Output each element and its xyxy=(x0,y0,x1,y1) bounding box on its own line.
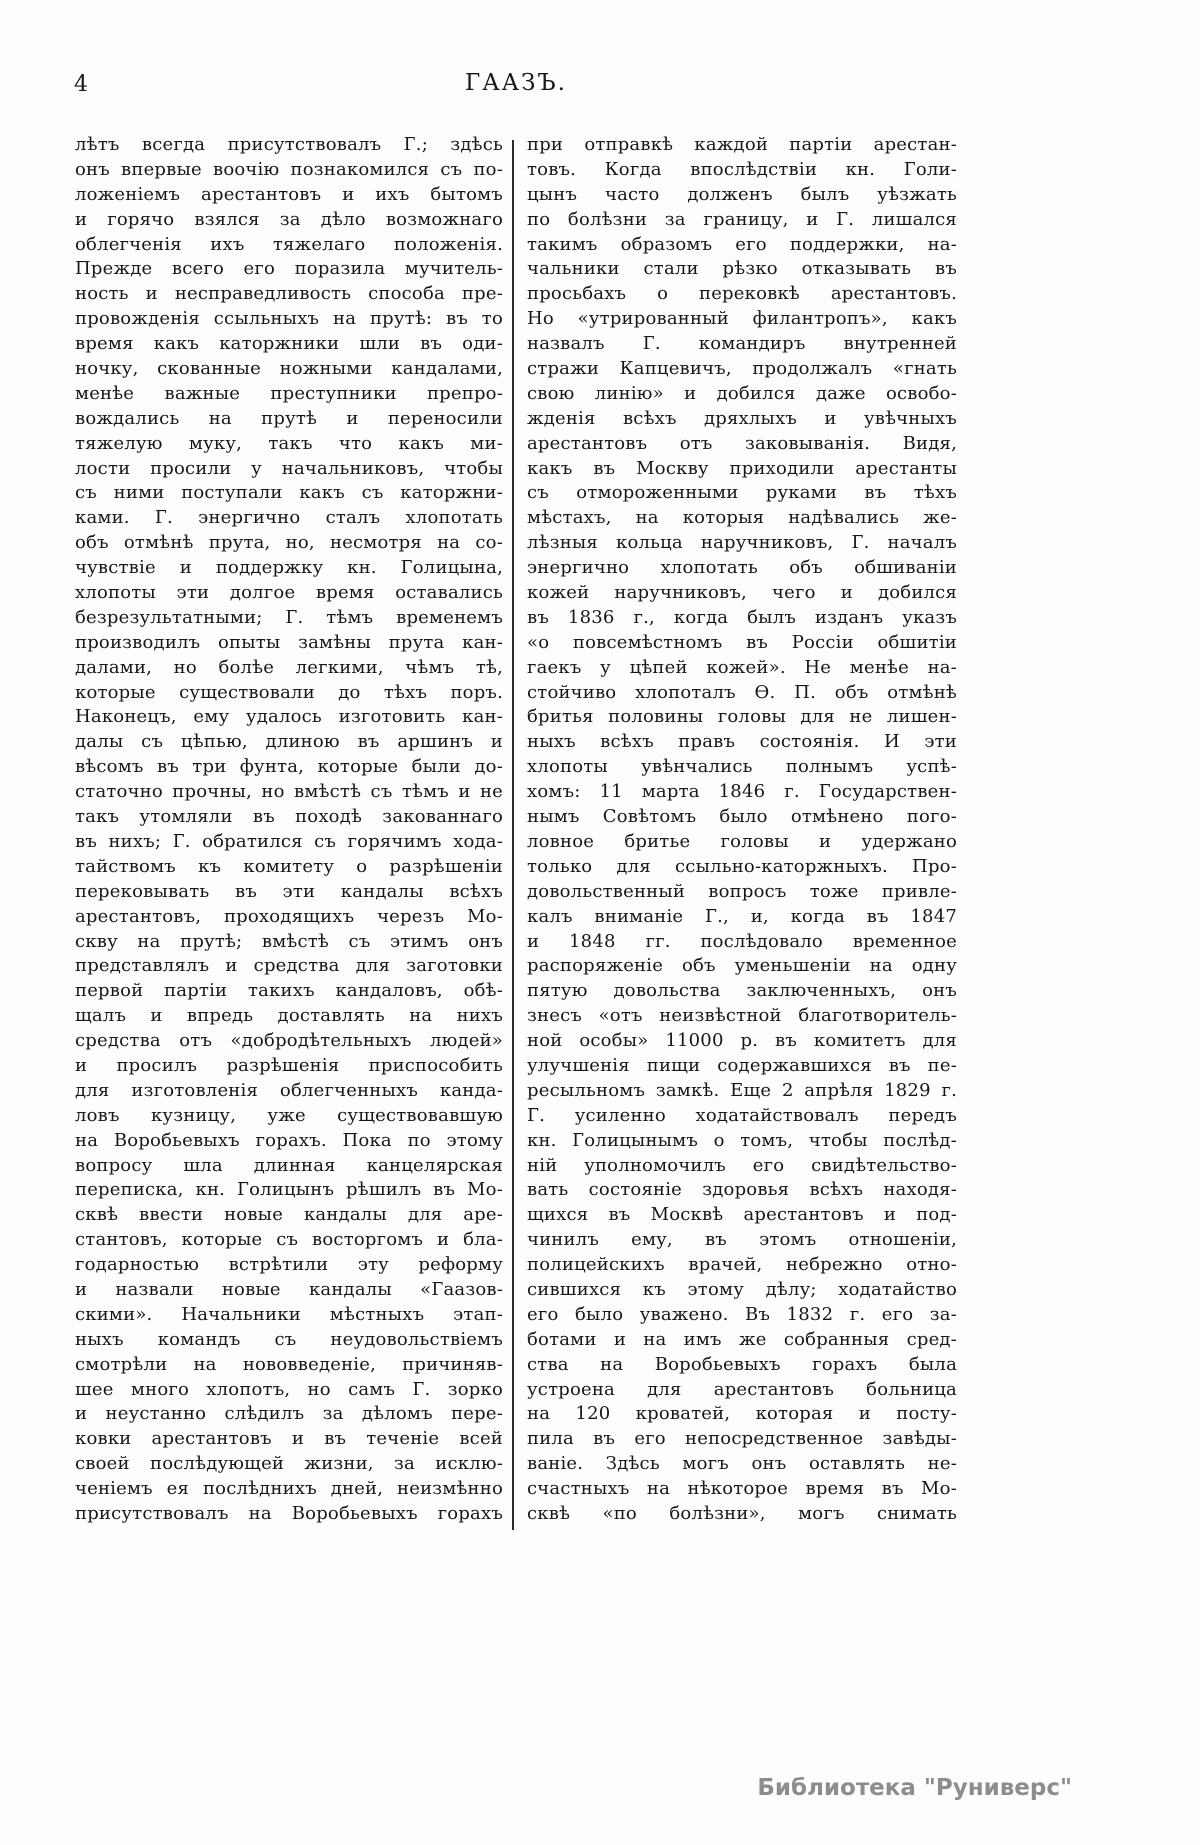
text-line: своей послѣдующей жизни, за исклю- xyxy=(75,1453,503,1475)
text-line: арестантовъ, проходящихъ черезъ Мо- xyxy=(75,905,503,927)
text-line: облегченія ихъ тяжелаго положенія. xyxy=(75,233,503,255)
text-line: мѣстахъ, на которыя надѣвались же- xyxy=(527,507,957,529)
text-line: гаекъ у цѣпей кожей». Не менѣе на- xyxy=(527,656,957,678)
text-line: въ 1836 г., когда былъ изданъ указъ xyxy=(527,606,957,628)
text-line: Прежде всего его поразила мучитель- xyxy=(75,258,503,280)
text-line: ночку, скованные ножными кандалами, xyxy=(75,358,503,380)
text-line: для изготовленія облегченныхъ канда- xyxy=(75,1079,503,1101)
text-line: жденія всѣхъ дряхлыхъ и увѣчныхъ xyxy=(527,407,957,429)
text-line: арестантовъ отъ заковыванія. Видя, xyxy=(527,432,957,454)
text-line: ресыльномъ замкѣ. Еще 2 апрѣля 1829 г. xyxy=(527,1079,957,1101)
text-line: лости просили у начальниковъ, чтобы xyxy=(75,457,503,479)
text-line: ловное бритье головы и удержано xyxy=(527,830,957,852)
text-line: счастныхъ на нѣкоторое время въ Мо- xyxy=(527,1478,957,1500)
text-line: просьбахъ о перековкѣ арестантовъ. xyxy=(527,283,957,305)
text-line: лѣзныя кольца наручниковъ, Г. началъ xyxy=(527,532,957,554)
text-line: лѣтъ всегда присутствовалъ Г.; здѣсь xyxy=(75,134,503,155)
text-line: ченіемъ ея послѣднихъ дней, неизмѣнно xyxy=(75,1478,503,1500)
text-line: ность и несправедливость способа пре- xyxy=(75,283,503,305)
text-line: ваніе. Здѣсь могъ онъ оставлять не- xyxy=(527,1453,957,1475)
text-line: чинилъ ему, въ этомъ отношеніи, xyxy=(527,1229,957,1251)
text-line: чальники стали рѣзко отказывать въ xyxy=(527,258,957,280)
text-line: кожей наручниковъ, чего и добился xyxy=(527,582,957,604)
text-line: улучшенія пищи содержавшихся въ пе- xyxy=(527,1054,957,1076)
text-line: ботами и на имъ же собранныя сред- xyxy=(527,1328,957,1350)
text-line: ній уполномочилъ его свидѣтельство- xyxy=(527,1154,957,1176)
text-line: первой партіи такихъ кандаловъ, обѣ- xyxy=(75,980,503,1002)
text-line: цынъ часто долженъ былъ уѣзжать xyxy=(527,183,957,205)
text-line: стойчиво хлопоталъ Ѳ. П. объ отмѣнѣ xyxy=(527,681,957,703)
library-watermark: Библиотека "Руниверс" xyxy=(757,1775,1072,1801)
text-line: хлопоты увѣнчались полнымъ успѣ- xyxy=(527,756,957,778)
text-line: ныхъ командъ съ неудовольствіемъ xyxy=(75,1328,503,1350)
text-line: годарностью встрѣтили эту реформу xyxy=(75,1254,503,1276)
text-line: только для ссыльно-каторжныхъ. Про- xyxy=(527,855,957,877)
text-line: и просилъ разрѣшенія приспособить xyxy=(75,1054,503,1076)
page-title: ГААЗЪ. xyxy=(465,70,567,96)
text-column-left xyxy=(75,133,503,1527)
text-line: вать состояніе здоровья всѣхъ находя- xyxy=(527,1179,957,1201)
text-line: безрезультатными; Г. тѣмъ временемъ xyxy=(75,606,503,628)
text-line: вождались на прутѣ и переносили xyxy=(75,407,503,429)
text-line: хомъ: 11 марта 1846 г. Государствен- xyxy=(527,781,957,803)
text-line: его было уважено. Въ 1832 г. его за- xyxy=(527,1303,957,1325)
text-line: чувствіе и поддержку кн. Голицына, xyxy=(75,557,503,579)
text-line: при отправкѣ каждой партіи арестан- xyxy=(527,134,957,155)
text-line: далы съ цѣпью, длиною въ аршинъ и xyxy=(75,731,503,753)
text-line: пятую довольства заключенныхъ, онъ xyxy=(527,980,957,1002)
text-line: и 1848 гг. послѣдовало временное xyxy=(527,930,957,952)
text-line: вѣсомъ въ три фунта, которые были до- xyxy=(75,756,503,778)
text-line: время какъ каторжники шли въ оди- xyxy=(75,333,503,355)
text-line: тайствомъ къ комитету о разрѣшеніи xyxy=(75,855,503,877)
text-line: калъ вниманіе Г., и, когда въ 1847 xyxy=(527,905,957,927)
text-line: «о повсемѣстномъ въ Россіи обшитіи xyxy=(527,631,957,653)
text-line: средства отъ «добродѣтельныхъ людей» xyxy=(75,1030,503,1052)
text-line: скими». Начальники мѣстныхъ этап- xyxy=(75,1303,503,1325)
text-line: свою линію» и добился даже освобо- xyxy=(527,382,957,404)
text-line: производилъ опыты замѣны прута кан- xyxy=(75,631,503,653)
text-line: хлопоты эти долгое время оставались xyxy=(75,582,503,604)
column-divider xyxy=(512,140,514,1530)
text-line: ныхъ всѣхъ правъ состоянія. И эти xyxy=(527,731,957,753)
text-line: представлялъ и средства для заготовки xyxy=(75,955,503,977)
text-line: шее много хлопотъ, но самъ Г. зорко xyxy=(75,1378,503,1400)
text-line: которые существовали до тѣхъ поръ. xyxy=(75,681,503,703)
text-line: знесъ «отъ неизвѣстной благотворитель- xyxy=(527,1005,957,1027)
text-line: нымъ Совѣтомъ было отмѣнено пого- xyxy=(527,806,957,828)
text-line: въ нихъ; Г. обратился съ горячимъ хода- xyxy=(75,830,503,852)
text-line: такимъ образомъ его поддержки, на- xyxy=(527,233,957,255)
text-line: энергично хлопотать объ обшиваніи xyxy=(527,557,957,579)
text-line: и назвали новые кандалы «Гаазов- xyxy=(75,1278,503,1300)
text-line: бритья половины головы для не лишен- xyxy=(527,706,957,728)
text-line: ной особы» 11000 р. въ комитетъ для xyxy=(527,1030,957,1052)
text-line: стражи Капцевичъ, продолжалъ «гнать xyxy=(527,358,957,380)
text-line: перековывать въ эти кандалы всѣхъ xyxy=(75,880,503,902)
text-line: онъ впервые воочію познакомился съ по- xyxy=(75,158,503,180)
text-line: ловъ кузницу, уже существовавшую xyxy=(75,1104,503,1126)
text-line: пила въ его непосредственное завѣды- xyxy=(527,1428,957,1450)
text-line: статочно прочны, но вмѣстѣ съ тѣмъ и не xyxy=(75,781,503,803)
text-line: сквѣ «по болѣзни», могъ снимать xyxy=(527,1502,957,1524)
text-line: и неустанно слѣдилъ за дѣломъ пере- xyxy=(75,1403,503,1425)
text-line: смотрѣли на нововведеніе, причиняв- xyxy=(75,1353,503,1375)
text-line: ства на Воробьевыхъ горахъ была xyxy=(527,1353,957,1375)
text-line: товъ. Когда впослѣдствіи кн. Голи- xyxy=(527,158,957,180)
text-line: съ ними поступали какъ съ каторжни- xyxy=(75,482,503,504)
text-line: стантовъ, которые съ восторгомъ и бла- xyxy=(75,1229,503,1251)
text-line: провожденія ссыльныхъ на прутѣ: въ то xyxy=(75,308,503,330)
text-line: распоряженіе объ уменьшеніи на одну xyxy=(527,955,957,977)
text-line: какъ въ Москву приходили арестанты xyxy=(527,457,957,479)
text-line: съ отмороженными руками въ тѣхъ xyxy=(527,482,957,504)
text-line: по болѣзни за границу, и Г. лишался xyxy=(527,208,957,230)
text-line: Но «утрированный филантропъ», какъ xyxy=(527,308,957,330)
text-line: далами, но болѣе легкими, чѣмъ тѣ, xyxy=(75,656,503,678)
page-number: 4 xyxy=(74,72,88,97)
text-line: полицейскихъ врачей, небрежно отно- xyxy=(527,1254,957,1276)
text-line: Г. усиленно ходатайствовалъ передъ xyxy=(527,1104,957,1126)
text-line: на Воробьевыхъ горахъ. Пока по этому xyxy=(75,1129,503,1151)
text-line: ковки арестантовъ и въ теченіе всей xyxy=(75,1428,503,1450)
text-line: щалъ и впредь доставлять на нихъ xyxy=(75,1005,503,1027)
text-line: переписка, кн. Голицынъ рѣшилъ въ Мо- xyxy=(75,1179,503,1201)
text-line: скву на прутѣ; вмѣстѣ съ этимъ онъ xyxy=(75,930,503,952)
text-line: устроена для арестантовъ больница xyxy=(527,1378,957,1400)
text-line: на 120 кроватей, которая и посту- xyxy=(527,1403,957,1425)
text-line: довольственный вопросъ тоже привле- xyxy=(527,880,957,902)
text-line: кн. Голицынымъ о томъ, чтобы послѣд- xyxy=(527,1129,957,1151)
text-line: Наконецъ, ему удалось изготовить кан- xyxy=(75,706,503,728)
text-line: присутствовалъ на Воробьевыхъ горахъ xyxy=(75,1502,503,1524)
text-line: щихся въ Москвѣ арестантовъ и под- xyxy=(527,1204,957,1226)
text-line: тяжелую муку, такъ что какъ ми- xyxy=(75,432,503,454)
text-line: ками. Г. энергично сталъ хлопотать xyxy=(75,507,503,529)
text-line: сившихся къ этому дѣлу; ходатайство xyxy=(527,1278,957,1300)
text-column-right xyxy=(527,133,957,1527)
text-line: такъ утомляли въ походѣ закованнаго xyxy=(75,806,503,828)
text-line: и горячо взялся за дѣло возможнаго xyxy=(75,208,503,230)
text-line: назвалъ Г. командиръ внутренней xyxy=(527,333,957,355)
text-line: сквѣ ввести новые кандалы для аре- xyxy=(75,1204,503,1226)
text-line: объ отмѣнѣ прута, но, несмотря на со- xyxy=(75,532,503,554)
text-line: менѣе важные преступники препро- xyxy=(75,382,503,404)
text-line: ложеніемъ арестантовъ и ихъ бытомъ xyxy=(75,183,503,205)
text-line: вопросу шла длинная канцелярская xyxy=(75,1154,503,1176)
